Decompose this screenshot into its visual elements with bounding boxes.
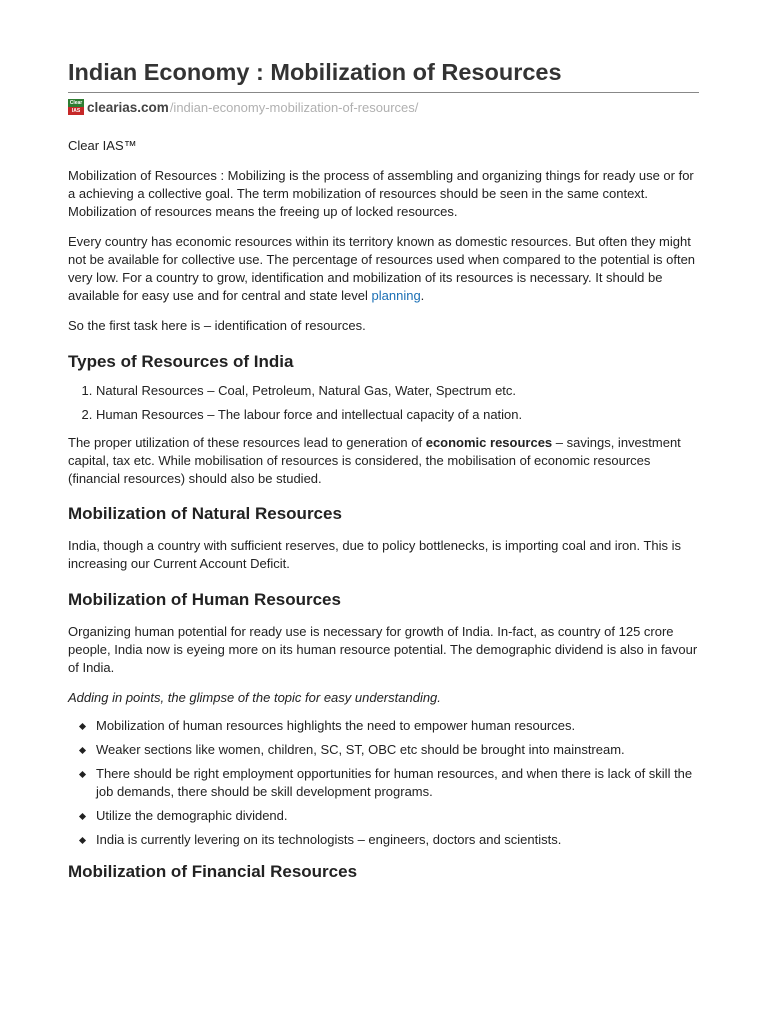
brand-text: Clear IAS™ — [68, 138, 137, 153]
domestic-text: Every country has economic resources within its territory known as domestic resources. But often they might not be available for collective use. The percentage of resources used when compared to the potential is often very low. For a country to grow, identification and mobilization of its resources is necessary. It should be available for easy use and for central and state level — [68, 234, 696, 303]
human-resources-heading: Mobilization of Human Resources — [68, 590, 341, 609]
source-path[interactable]: /indian-economy-mobilization-of-resources/ — [169, 99, 419, 115]
financial-resources-heading: Mobilization of Financial Resources — [68, 862, 358, 881]
logo-top-text: Clear — [69, 100, 83, 106]
human-resources-paragraph: Organizing human potential for ready use is necessary for growth of India. In-fact, as country of 125 crore people, India now is eyeing more on its human resource potential. The demographic dividend is also in favour of India. — [68, 624, 698, 675]
list-item: 2. Human Resources – The labour force and intellectual capacity of a nation. — [96, 406, 700, 424]
source-site[interactable]: clearias.com — [87, 99, 169, 115]
utilization-text: The proper utilization of these resources lead to generation of — [68, 435, 426, 450]
natural-resources-heading: Mobilization of Natural Resources — [68, 504, 342, 523]
list-item-text: India is currently levering on its technologists – engineers, doctors and scientists. — [96, 832, 562, 847]
first-task-paragraph: So the first task here is – identification of resources. — [68, 318, 366, 333]
domestic-resources-paragraph — [68, 233, 700, 305]
list-item-text: Mobilization of human resources highlights the need to empower human resources. — [96, 718, 576, 733]
utilization-paragraph — [68, 434, 700, 488]
types-list — [68, 382, 700, 424]
diamond-bullet-icon — [79, 747, 86, 754]
diamond-bullet-icon — [79, 813, 86, 820]
utilization-text-end: – savings, investment capital, tax etc. While mobilisation of resources is considered, the mobilisation of economic resources (financial resources) should also be studied. — [68, 435, 681, 486]
list-item: 1. Natural Resources – Coal, Petroleum, Natural Gas, Water, Spectrum etc. — [96, 382, 700, 400]
list-item — [96, 765, 700, 801]
list-item — [96, 717, 700, 735]
list-item — [96, 807, 700, 825]
diamond-bullet-icon — [79, 837, 86, 844]
list-item — [96, 741, 700, 759]
diamond-bullet-icon — [79, 723, 86, 730]
list-item-text: Weaker sections like women, children, SC, ST, OBC etc should be brought into mainstream. — [96, 742, 625, 757]
source-line — [68, 98, 700, 116]
title-divider — [68, 92, 699, 93]
natural-resources-paragraph: India, though a country with sufficient reserves, due to policy bottlenecks, is importing coal and iron. This is increasing our Current Account Deficit. — [68, 538, 682, 571]
list-item — [96, 831, 700, 849]
economic-resources-bold: economic resources — [425, 435, 553, 450]
planning-link[interactable]: planning — [371, 288, 421, 303]
article — [68, 0, 700, 883]
list-item-text: There should be right employment opportunities for human resources, and when there is lack of skill the job demands, there should be skill development programs. — [96, 766, 693, 799]
clearias-logo-icon — [68, 99, 84, 115]
diamond-bullet-icon — [79, 771, 86, 778]
points-intro-italic: Adding in points, the glimpse of the topic for easy understanding. — [68, 690, 441, 705]
list-item-text: Utilize the demographic dividend. — [96, 808, 288, 823]
intro-paragraph: Mobilization of Resources : Mobilizing is the process of assembling and organizing things for ready use or for a achieving a collective goal. The term mobilization of resources should be seen in the same context. Mobilization of resources means the freeing up of locked resources. — [68, 168, 694, 219]
types-heading: Types of Resources of India — [68, 352, 294, 371]
domestic-text-end: . — [420, 288, 425, 303]
logo-bottom-text: IAS — [68, 107, 84, 115]
page-title: Indian Economy : Mobilization of Resources — [68, 59, 562, 85]
human-points-list — [68, 717, 700, 849]
